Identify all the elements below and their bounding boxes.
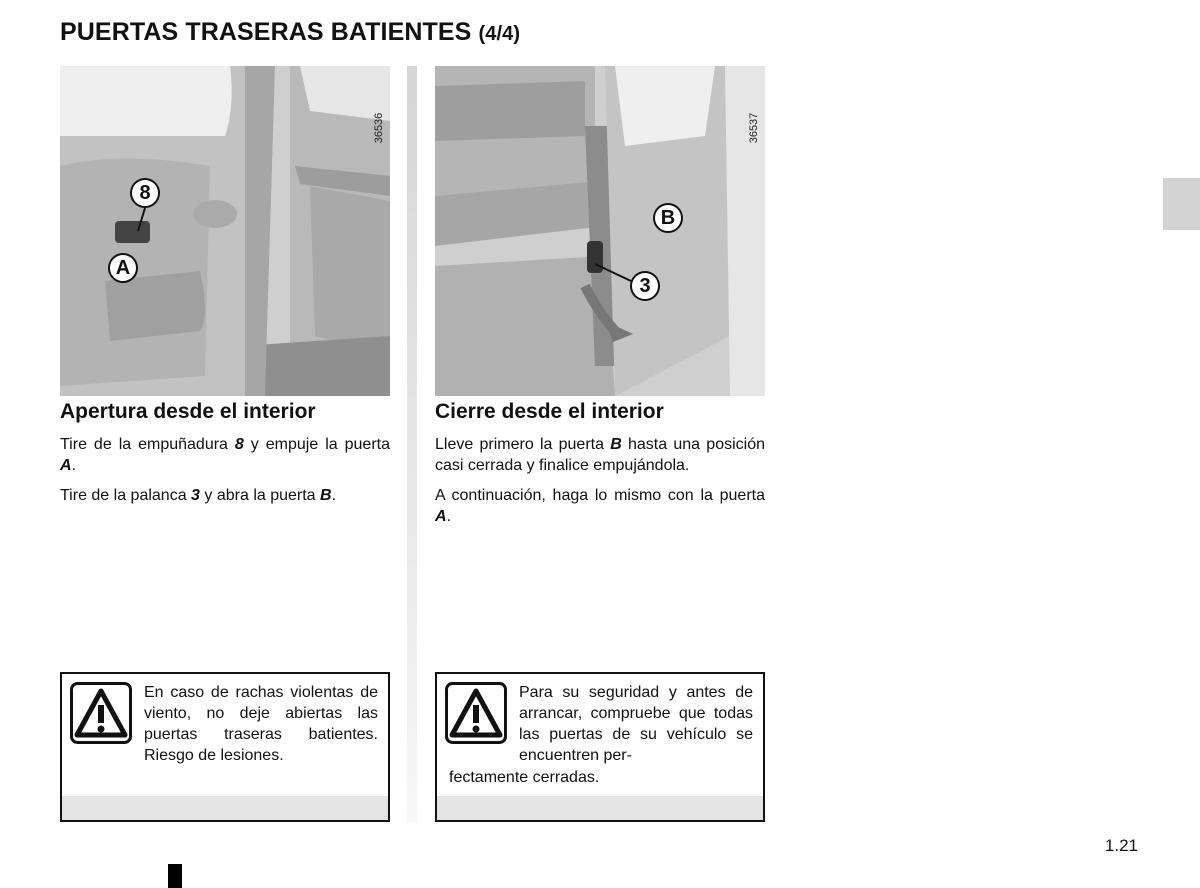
callout-8: 8 bbox=[130, 178, 160, 208]
callout-leaders bbox=[435, 66, 765, 396]
warning-triangle-icon bbox=[445, 682, 507, 744]
warning-box bbox=[60, 672, 390, 822]
warning-box bbox=[435, 672, 765, 822]
figure-door-interior-close bbox=[435, 66, 765, 396]
instruction-paragraph: Lleve primero la puerta B hasta una posición casi cerrada y finalice empujándola. bbox=[435, 436, 765, 474]
page-number: 1.21 bbox=[1104, 836, 1138, 855]
section-heading: Cierre desde el interior bbox=[435, 400, 664, 423]
page-title-suffix: (4/4) bbox=[478, 23, 521, 45]
instruction-paragraph: Tire de la empuñadura 8 y empuje la puerta A. bbox=[60, 436, 390, 474]
section-heading: Apertura desde el interior bbox=[60, 400, 316, 423]
section-closing-from-inside bbox=[435, 400, 765, 536]
figure-id: 36536 bbox=[373, 112, 385, 144]
warning-text-continued: fectamente cerradas. bbox=[449, 769, 600, 786]
column-divider bbox=[407, 66, 417, 822]
figure-id: 36537 bbox=[748, 112, 760, 144]
callout-3: 3 bbox=[630, 271, 660, 301]
callout-leaders bbox=[60, 66, 390, 396]
warning-text: En caso de rachas violentas de viento, no deje abiertas las puertas traseras batientes. Riesgo de lesiones. bbox=[144, 684, 378, 764]
page-title-main: PUERTAS TRASERAS BATIENTES bbox=[60, 18, 472, 46]
callout-a: A bbox=[108, 253, 138, 283]
instruction-paragraph: Tire de la palanca 3 y abra la puerta B. bbox=[60, 487, 337, 504]
figure-door-interior-open bbox=[60, 66, 390, 396]
instruction-paragraph: A continuación, haga lo mismo con la puerta A. bbox=[435, 487, 765, 525]
warning-text: Para su seguridad y antes de arrancar, compruebe que todas las puertas de su vehículo se encuentren per- bbox=[519, 684, 753, 764]
chapter-tab bbox=[1163, 178, 1200, 230]
warning-triangle-icon bbox=[70, 682, 132, 744]
page-title bbox=[60, 18, 520, 47]
callout-b: B bbox=[653, 203, 683, 233]
print-mark bbox=[168, 864, 182, 888]
section-opening-from-inside bbox=[60, 400, 390, 515]
